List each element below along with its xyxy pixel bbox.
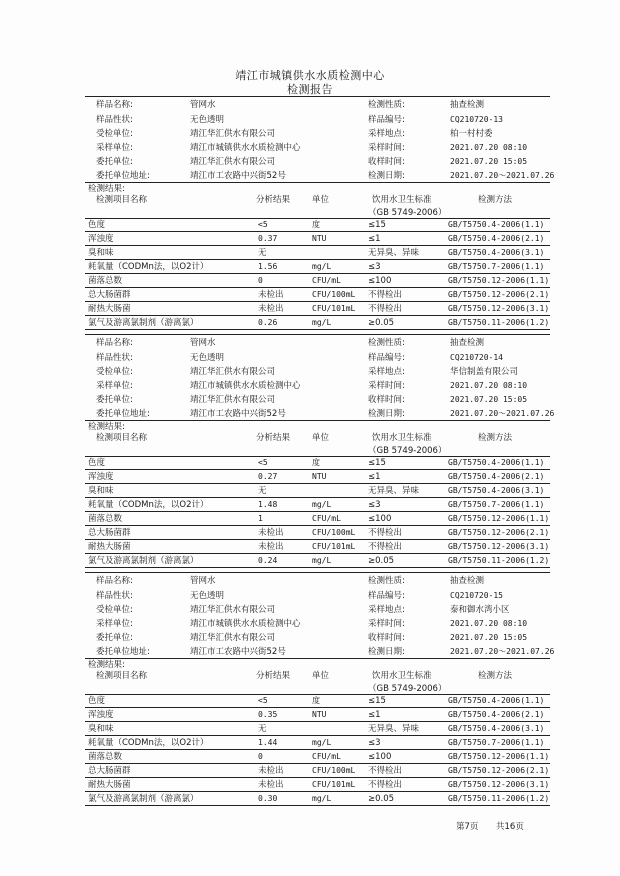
item-unit: NTU xyxy=(312,234,327,243)
info-label: 受检单位: xyxy=(96,129,133,139)
info-label: 收样时间: xyxy=(368,395,405,405)
item-name: 浑浊度 xyxy=(88,710,114,720)
item-standard: ≤100 xyxy=(368,514,392,524)
item-name: 耐热大肠菌 xyxy=(88,542,131,552)
info-value: 泰和御水湾小区 xyxy=(450,605,510,615)
info-label: 委托单位地址: xyxy=(96,647,150,657)
info-value: 2021.07.20 08:10 xyxy=(450,381,528,390)
item-name: 菌落总数 xyxy=(88,276,123,286)
row-rule xyxy=(85,259,550,260)
info-value: 2021.07.20 08:10 xyxy=(450,143,528,152)
col-header-item: 检测项目名称 xyxy=(96,671,148,681)
item-result: 未检出 xyxy=(258,290,284,300)
info-label: 委托单位地址: xyxy=(96,171,150,181)
item-result: <5 xyxy=(258,696,268,705)
item-name: 色度 xyxy=(88,696,106,706)
report-subtitle: 检测报告 xyxy=(287,83,333,96)
item-method: GB/T5750.12-2006(3.1) xyxy=(448,304,550,313)
results-label: 检测结果: xyxy=(88,184,125,194)
row-rule xyxy=(85,749,550,750)
item-name: 浑浊度 xyxy=(88,472,114,482)
info-bottom-rule xyxy=(85,658,550,659)
item-method: GB/T5750.4-2006(2.1) xyxy=(448,234,545,243)
item-standard: ≤15 xyxy=(368,696,386,706)
item-result: 无 xyxy=(258,486,267,496)
sample-block xyxy=(0,96,620,326)
info-label: 检测性质: xyxy=(368,576,405,586)
item-unit: mg/L xyxy=(312,318,332,327)
col-header-standard-ref: （GB 5749-2006） xyxy=(368,684,447,694)
col-header-standard-ref: （GB 5749-2006） xyxy=(368,446,447,456)
row-rule xyxy=(85,497,550,498)
info-label: 受检单位: xyxy=(96,605,133,615)
row-rule xyxy=(85,329,550,330)
item-result: 未检出 xyxy=(258,528,284,538)
info-value: 2021.07.20～2021.07.26 xyxy=(450,171,555,180)
item-method: GB/T5750.4-2006(1.1) xyxy=(448,696,545,705)
item-standard: ≤1 xyxy=(368,234,381,244)
sample-block xyxy=(0,572,620,802)
item-name: 色度 xyxy=(88,458,106,468)
col-header-standard: 饮用水卫生标准 xyxy=(372,195,432,205)
item-unit: mg/L xyxy=(312,500,332,509)
row-rule xyxy=(85,301,550,302)
row-rule xyxy=(85,735,550,736)
item-name: 浑浊度 xyxy=(88,234,114,244)
item-result: 0.35 xyxy=(258,710,278,719)
item-unit: CFU/101mL xyxy=(312,542,356,551)
item-standard: ≤100 xyxy=(368,276,392,286)
row-rule xyxy=(85,763,550,764)
item-method: GB/T5750.11-2006(1.2) xyxy=(448,556,550,565)
item-method: GB/T5750.12-2006(2.1) xyxy=(448,290,550,299)
info-label: 样品性状: xyxy=(96,591,133,601)
item-method: GB/T5750.12-2006(2.1) xyxy=(448,766,550,775)
info-label: 样品编号: xyxy=(368,591,405,601)
info-value: 靖江华汇供水有限公司 xyxy=(190,395,276,405)
row-rule xyxy=(85,525,550,526)
row-rule xyxy=(85,805,550,806)
info-label: 采样单位: xyxy=(96,381,133,391)
item-result: 0 xyxy=(258,276,263,285)
row-rule xyxy=(85,511,550,512)
item-result: 1.56 xyxy=(258,262,278,271)
item-method: GB/T5750.7-2006(1.1) xyxy=(448,262,545,271)
item-unit: CFU/101mL xyxy=(312,304,356,313)
item-standard: ≤1 xyxy=(368,710,381,720)
col-header-result: 分析结果 xyxy=(256,671,291,681)
item-result: 1 xyxy=(258,514,263,523)
item-standard: 不得检出 xyxy=(368,780,403,790)
col-header-method: 检测方法 xyxy=(478,195,513,205)
item-result: 无 xyxy=(258,248,267,258)
item-result: 未检出 xyxy=(258,304,284,314)
info-label: 样品性状: xyxy=(96,115,133,125)
row-rule xyxy=(85,231,550,232)
info-value: 柏一村村委 xyxy=(450,129,493,139)
info-label: 样品名称: xyxy=(96,576,133,586)
row-rule xyxy=(85,287,550,288)
row-rule xyxy=(85,567,550,568)
info-value: 管网水 xyxy=(190,338,216,348)
item-standard: 无异臭、异味 xyxy=(368,486,420,496)
info-value: 靖江市城镇供水水质检测中心 xyxy=(190,143,301,153)
block-top-rule xyxy=(85,96,550,97)
info-label: 收样时间: xyxy=(368,157,405,167)
info-label: 委托单位: xyxy=(96,633,133,643)
col-header-standard-ref: （GB 5749-2006） xyxy=(368,208,447,218)
item-name: 菌落总数 xyxy=(88,514,123,524)
col-header-standard: 饮用水卫生标准 xyxy=(372,433,432,443)
header-bottom-rule xyxy=(85,694,550,695)
item-unit: CFU/101mL xyxy=(312,780,356,789)
item-result: 0.30 xyxy=(258,794,278,803)
item-unit: 度 xyxy=(312,458,320,467)
item-unit: CFU/mL xyxy=(312,276,341,285)
item-standard: 不得检出 xyxy=(368,542,403,552)
block-top-rule xyxy=(85,334,550,335)
row-rule xyxy=(85,315,550,316)
info-label: 采样地点: xyxy=(368,367,405,377)
item-name: 耗氧量（CODMn法，以O2计） xyxy=(88,262,209,272)
col-header-unit: 单位 xyxy=(312,195,330,205)
item-name: 氯气及游离氯制剂（游离氯） xyxy=(88,794,199,804)
info-value: 华信制盖有限公司 xyxy=(450,367,519,377)
item-result: 0.26 xyxy=(258,318,278,327)
info-value: 2021.07.20 15:05 xyxy=(450,157,528,166)
row-rule xyxy=(85,707,550,708)
row-rule xyxy=(85,777,550,778)
item-standard: 不得检出 xyxy=(368,766,403,776)
item-result: 0.27 xyxy=(258,472,278,481)
item-name: 氯气及游离氯制剂（游离氯） xyxy=(88,318,199,328)
item-method: GB/T5750.12-2006(1.1) xyxy=(448,752,550,761)
item-method: GB/T5750.4-2006(1.1) xyxy=(448,220,545,229)
info-label: 采样单位: xyxy=(96,143,133,153)
item-name: 耐热大肠菌 xyxy=(88,780,131,790)
info-label: 采样单位: xyxy=(96,619,133,629)
item-name: 耐热大肠菌 xyxy=(88,304,131,314)
item-unit: CFU/100mL xyxy=(312,766,356,775)
item-standard: ≤100 xyxy=(368,752,392,762)
results-label: 检测结果: xyxy=(88,660,125,670)
info-label: 样品编号: xyxy=(368,115,405,125)
item-method: GB/T5750.7-2006(1.1) xyxy=(448,500,545,509)
item-result: 0.37 xyxy=(258,234,278,243)
item-method: GB/T5750.12-2006(3.1) xyxy=(448,780,550,789)
item-name: 臭和味 xyxy=(88,248,114,258)
item-result: 未检出 xyxy=(258,780,284,790)
info-label: 检测性质: xyxy=(368,338,405,348)
item-result: 无 xyxy=(258,724,267,734)
item-standard: 不得检出 xyxy=(368,528,403,538)
info-label: 采样时间: xyxy=(368,381,405,391)
info-value: 抽查检测 xyxy=(450,338,485,348)
item-method: GB/T5750.12-2006(2.1) xyxy=(448,528,550,537)
row-rule xyxy=(85,791,550,792)
info-value: 2021.07.20 15:05 xyxy=(450,395,528,404)
col-header-standard: 饮用水卫生标准 xyxy=(372,671,432,681)
info-value: 管网水 xyxy=(190,100,216,110)
info-value: 靖江华汇供水有限公司 xyxy=(190,633,276,643)
info-label: 检测日期: xyxy=(368,171,405,181)
item-method: GB/T5750.11-2006(1.2) xyxy=(448,794,550,803)
info-label: 委托单位: xyxy=(96,395,133,405)
info-label: 样品名称: xyxy=(96,338,133,348)
info-value: 靖江市城镇供水水质检测中心 xyxy=(190,619,301,629)
item-standard: ≤3 xyxy=(368,500,381,510)
info-bottom-rule xyxy=(85,182,550,183)
item-method: GB/T5750.4-2006(2.1) xyxy=(448,710,545,719)
info-value: 靖江华汇供水有限公司 xyxy=(190,129,276,139)
info-bottom-rule xyxy=(85,420,550,421)
info-value: 抽查检测 xyxy=(450,100,485,110)
row-rule xyxy=(85,273,550,274)
info-value: 2021.07.20～2021.07.26 xyxy=(450,647,555,656)
results-label: 检测结果: xyxy=(88,422,125,432)
row-rule xyxy=(85,553,550,554)
info-value: 靖江市城镇供水水质检测中心 xyxy=(190,381,301,391)
col-header-item: 检测项目名称 xyxy=(96,195,148,205)
item-standard: ≤3 xyxy=(368,738,381,748)
info-value: 2021.07.20 08:10 xyxy=(450,619,528,628)
header-bottom-rule xyxy=(85,456,550,457)
info-value: 管网水 xyxy=(190,576,216,586)
item-result: 未检出 xyxy=(258,766,284,776)
item-name: 臭和味 xyxy=(88,724,114,734)
block-top-rule xyxy=(85,572,550,573)
info-value: 无色透明 xyxy=(190,115,225,125)
item-standard: 不得检出 xyxy=(368,304,403,314)
sample-block xyxy=(0,334,620,564)
item-result: 1.48 xyxy=(258,500,278,509)
info-label: 采样时间: xyxy=(368,619,405,629)
item-unit: 度 xyxy=(312,696,320,705)
col-header-method: 检测方法 xyxy=(478,433,513,443)
item-unit: mg/L xyxy=(312,262,332,271)
item-method: GB/T5750.7-2006(1.1) xyxy=(448,738,545,747)
col-header-method: 检测方法 xyxy=(478,671,513,681)
col-header-result: 分析结果 xyxy=(256,195,291,205)
item-method: GB/T5750.11-2006(1.2) xyxy=(448,318,550,327)
item-name: 菌落总数 xyxy=(88,752,123,762)
item-result: <5 xyxy=(258,458,268,467)
info-value: CQ210720-14 xyxy=(450,353,503,362)
info-label: 采样时间: xyxy=(368,143,405,153)
item-result: 0.24 xyxy=(258,556,278,565)
item-unit: mg/L xyxy=(312,794,332,803)
item-standard: ≤15 xyxy=(368,458,386,468)
info-value: 靖江市工农路中兴街52号 xyxy=(190,647,286,657)
info-value: 靖江市工农路中兴街52号 xyxy=(190,171,286,181)
info-label: 受检单位: xyxy=(96,367,133,377)
page-total: 共16页 xyxy=(496,822,524,832)
col-header-unit: 单位 xyxy=(312,671,330,681)
item-name: 氯气及游离氯制剂（游离氯） xyxy=(88,556,199,566)
info-value: 靖江华汇供水有限公司 xyxy=(190,157,276,167)
item-unit: CFU/mL xyxy=(312,752,341,761)
info-label: 采样地点: xyxy=(368,605,405,615)
info-label: 采样地点: xyxy=(368,129,405,139)
item-name: 耗氧量（CODMn法，以O2计） xyxy=(88,738,209,748)
item-method: GB/T5750.4-2006(2.1) xyxy=(448,472,545,481)
item-unit: mg/L xyxy=(312,738,332,747)
item-standard: ≥0.05 xyxy=(368,318,395,328)
info-value: 无色透明 xyxy=(190,591,225,601)
item-name: 总大肠菌群 xyxy=(88,290,131,300)
item-result: 0 xyxy=(258,752,263,761)
info-label: 收样时间: xyxy=(368,633,405,643)
info-label: 样品编号: xyxy=(368,353,405,363)
item-name: 臭和味 xyxy=(88,486,114,496)
info-label: 委托单位: xyxy=(96,157,133,167)
header-bottom-rule xyxy=(85,218,550,219)
item-unit: NTU xyxy=(312,472,327,481)
item-result: 1.44 xyxy=(258,738,278,747)
item-standard: ≥0.05 xyxy=(368,556,395,566)
info-value: CQ210720-13 xyxy=(450,115,503,124)
info-value: 无色透明 xyxy=(190,353,225,363)
item-unit: CFU/100mL xyxy=(312,290,356,299)
item-standard: 不得检出 xyxy=(368,290,403,300)
item-name: 耗氧量（CODMn法，以O2计） xyxy=(88,500,209,510)
info-value: 靖江市工农路中兴街52号 xyxy=(190,409,286,419)
item-unit: mg/L xyxy=(312,556,332,565)
row-rule xyxy=(85,721,550,722)
info-value: 抽查检测 xyxy=(450,576,485,586)
report-title: 靖江市城镇供水水质检测中心 xyxy=(235,69,385,82)
item-method: GB/T5750.4-2006(3.1) xyxy=(448,724,545,733)
item-name: 总大肠菌群 xyxy=(88,528,131,538)
item-result: <5 xyxy=(258,220,268,229)
row-rule xyxy=(85,245,550,246)
item-method: GB/T5750.12-2006(1.1) xyxy=(448,276,550,285)
item-method: GB/T5750.12-2006(3.1) xyxy=(448,542,550,551)
row-rule xyxy=(85,539,550,540)
info-label: 样品性状: xyxy=(96,353,133,363)
col-header-result: 分析结果 xyxy=(256,433,291,443)
row-rule xyxy=(85,469,550,470)
info-label: 检测日期: xyxy=(368,647,405,657)
info-label: 检测日期: xyxy=(368,409,405,419)
item-name: 总大肠菌群 xyxy=(88,766,131,776)
info-value: 2021.07.20 15:05 xyxy=(450,633,528,642)
info-value: 靖江华汇供水有限公司 xyxy=(190,367,276,377)
col-header-item: 检测项目名称 xyxy=(96,433,148,443)
item-standard: ≤1 xyxy=(368,472,381,482)
item-method: GB/T5750.4-2006(1.1) xyxy=(448,458,545,467)
info-label: 委托单位地址: xyxy=(96,409,150,419)
item-standard: 无异臭、异味 xyxy=(368,724,420,734)
item-unit: NTU xyxy=(312,710,327,719)
info-value: 靖江华汇供水有限公司 xyxy=(190,605,276,615)
item-standard: 无异臭、异味 xyxy=(368,248,420,258)
item-method: GB/T5750.12-2006(1.1) xyxy=(448,514,550,523)
item-unit: CFU/100mL xyxy=(312,528,356,537)
info-value: 2021.07.20～2021.07.26 xyxy=(450,409,555,418)
item-standard: ≥0.05 xyxy=(368,794,395,804)
item-unit: 度 xyxy=(312,220,320,229)
item-standard: ≤15 xyxy=(368,220,386,230)
col-header-unit: 单位 xyxy=(312,433,330,443)
item-name: 色度 xyxy=(88,220,106,230)
item-result: 未检出 xyxy=(258,542,284,552)
item-method: GB/T5750.4-2006(3.1) xyxy=(448,248,545,257)
info-label: 检测性质: xyxy=(368,100,405,110)
item-unit: CFU/mL xyxy=(312,514,341,523)
info-label: 样品名称: xyxy=(96,100,133,110)
row-rule xyxy=(85,483,550,484)
item-method: GB/T5750.4-2006(3.1) xyxy=(448,486,545,495)
info-value: CQ210720-15 xyxy=(450,591,503,600)
page-number: 第7页 xyxy=(456,822,479,832)
item-standard: ≤3 xyxy=(368,262,381,272)
